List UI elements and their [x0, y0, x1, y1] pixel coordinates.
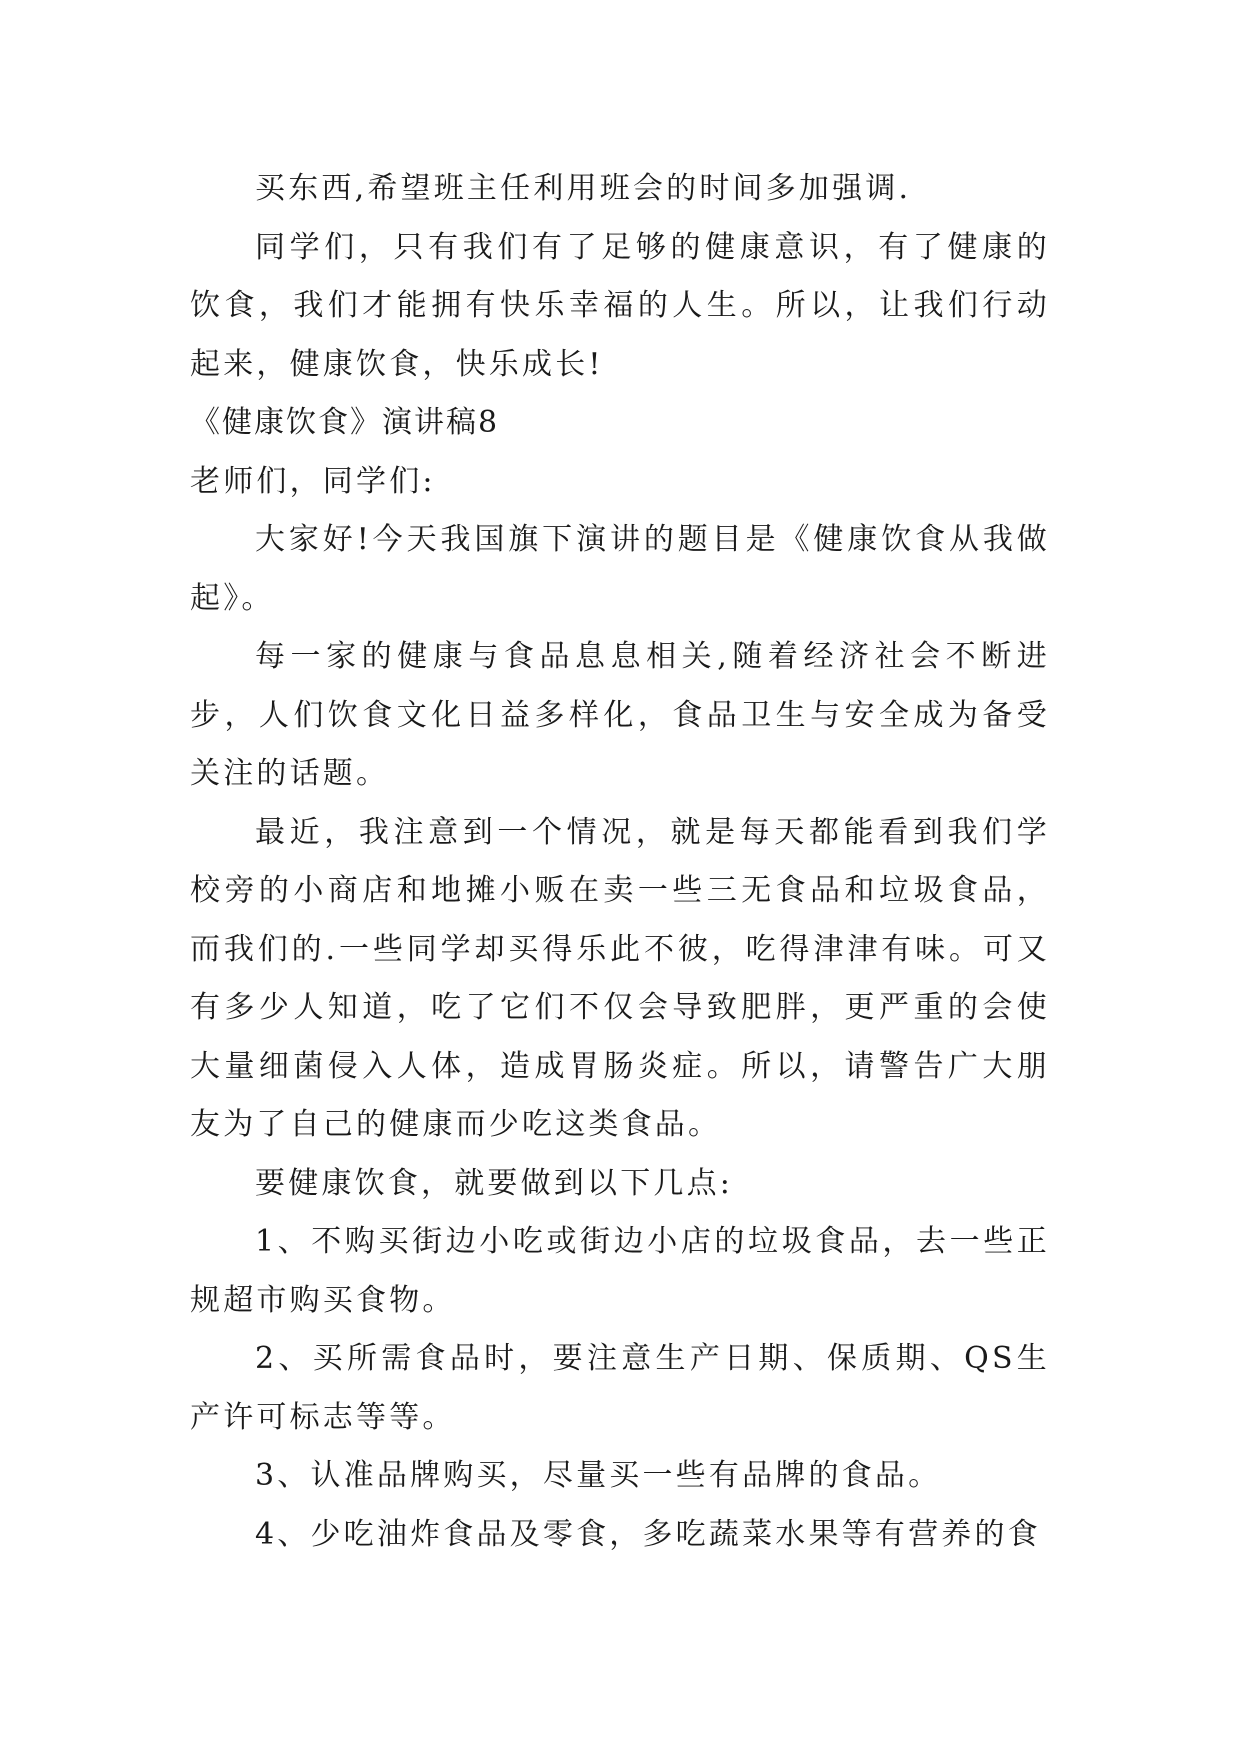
list-item-1: 1、不购买街边小吃或街边小店的垃圾食品，去一些正规超市购买食物。	[190, 1224, 1050, 1318]
speech-title: 《健康饮食》演讲稿8	[190, 405, 500, 440]
paragraph-continuation: 买东西,希望班主任利用班会的时间多加强调.	[255, 171, 912, 206]
paragraph-points-intro: 要健康饮食，就要做到以下几点:	[255, 1165, 734, 1201]
list-item-3: 3、认准品牌购买，尽量买一些有品牌的食品。	[255, 1458, 942, 1493]
salutation: 老师们，同学们:	[190, 463, 436, 499]
list-item-4: 4、少吃油炸食品及零食，多吃蔬菜水果等有营养的食	[255, 1516, 1041, 1552]
document-body	[190, 160, 1050, 1564]
paragraph-observation: 最近，我注意到一个情况，就是每天都能看到我们学校旁的小商店和地摊小贩在卖一些三无食品和垃圾食品，而我们的.一些同学却买得乐此不彼，吃得津津有味。可又有多少人知道，吃了它们不仅会导致肥胖，更严重的会使大量细菌侵入人体，造成胃肠炎症。所以，请警告广大朋友为了自己的健康而少吃这类食品。	[190, 814, 1050, 1142]
paragraph-greeting: 大家好!今天我国旗下演讲的题目是《健康饮食从我做起》。	[190, 522, 1050, 616]
paragraph-conclusion: 同学们，只有我们有了足够的健康意识，有了健康的饮食，我们才能拥有快乐幸福的人生。所以，让我们行动起来，健康饮食，快乐成长!	[190, 229, 1050, 382]
list-item-2: 2、买所需食品时，要注意生产日期、保质期、QS生产许可标志等等。	[190, 1341, 1050, 1435]
paragraph-context: 每一家的健康与食品息息相关,随着经济社会不断进步，人们饮食文化日益多样化，食品卫生与安全成为备受关注的话题。	[190, 639, 1050, 791]
